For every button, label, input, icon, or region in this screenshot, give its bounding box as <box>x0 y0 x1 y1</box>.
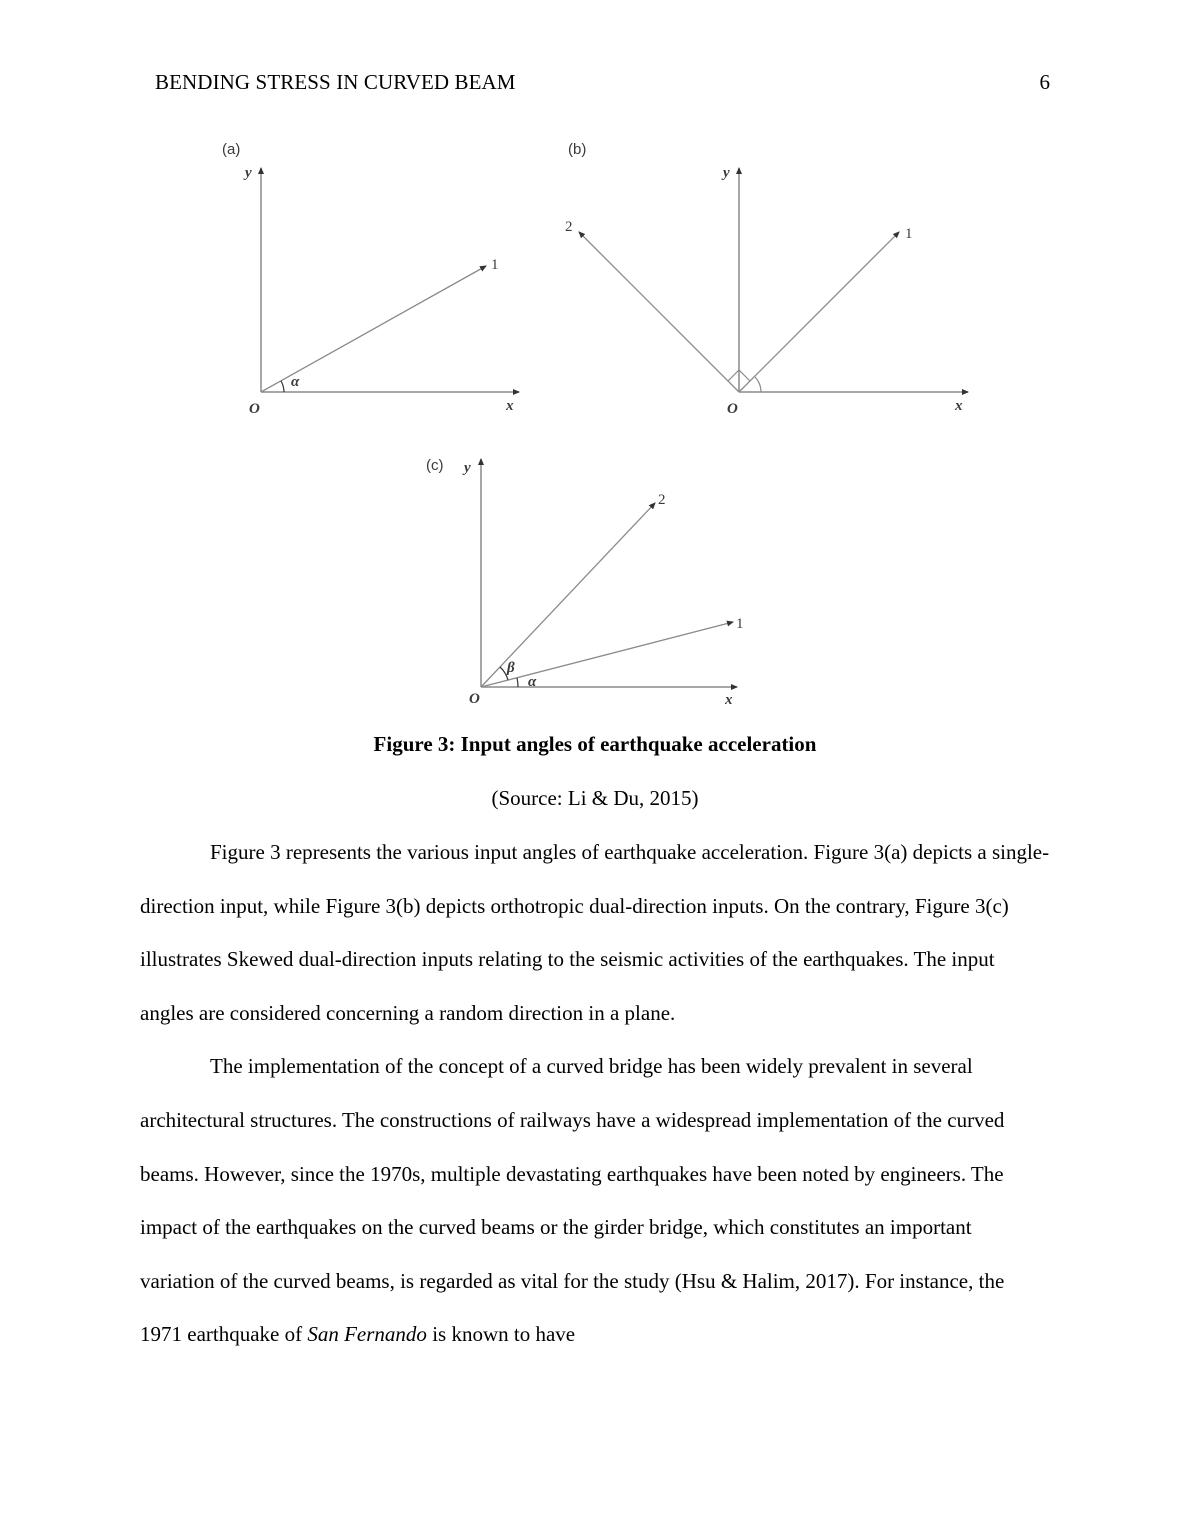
panel-b-origin-label: O <box>727 401 738 417</box>
panel-a-alpha-label: α <box>291 374 300 390</box>
panel-a <box>222 141 519 417</box>
paragraph-1: Figure 3 represents the various input angles of earthquake acceleration. Figure 3(a) depicts a single-direction input, while Figure 3(b) depicts orthotropic dual-direction inputs. On the contrary, Figure 3(c) illustrates Skewed dual-direction inputs relating to the seismic activities of the earthquakes. The input angles are considered concerning a random direction in a plane. <box>140 840 1050 1025</box>
panel-b-y-label: y <box>723 165 730 181</box>
panel-c-origin-label: O <box>469 691 480 707</box>
panel-c-x-label: x <box>725 692 733 708</box>
panel-c-alpha-label: α <box>528 674 537 690</box>
panel-a-angle-arc <box>281 381 284 392</box>
panel-c-vector-1-label: 1 <box>736 616 744 632</box>
panel-b-vector-2-label: 2 <box>565 219 573 235</box>
paragraph-2 <box>140 1040 1050 1362</box>
panel-b-vector-2 <box>579 232 739 392</box>
panel-c-label: (c) <box>426 457 444 474</box>
panel-b-x-label: x <box>955 398 963 414</box>
body-text <box>140 826 1050 1362</box>
page-number: 6 <box>1039 70 1050 94</box>
panel-a-label: (a) <box>222 141 241 158</box>
panel-c-beta-label: β <box>507 660 515 676</box>
panel-b-angle-arc <box>755 377 761 392</box>
figure-caption: Figure 3: Input angles of earthquake acceleration <box>373 732 817 756</box>
panel-a-vector-1-label: 1 <box>491 257 499 273</box>
figure-source: (Source: Li & Du, 2015) <box>491 786 699 810</box>
panel-c-y-label: y <box>464 460 471 476</box>
panel-a-origin-label: O <box>249 401 260 417</box>
panel-c <box>426 457 744 708</box>
panel-b <box>565 141 968 417</box>
running-head: BENDING STRESS IN CURVED BEAM <box>155 70 516 94</box>
panel-c-alpha-arc <box>517 678 518 687</box>
panel-c-vector-2-label: 2 <box>658 492 666 508</box>
panel-b-vector-1-label: 1 <box>905 226 913 242</box>
panel-a-x-label: x <box>506 398 514 414</box>
paragraph-2-italic: San Fernando <box>307 1322 427 1347</box>
panel-a-y-label: y <box>245 165 252 181</box>
figure-3-diagram <box>0 0 1190 720</box>
paragraph-2-text: The implementation of the concept of a curved bridge has been widely prevalent in several architectural structures. The constructions of railways have a widespread implementation of the curved beams. However, since the 1970s, multiple devastating earthquakes have been noted by engineers. The impact of the earthquakes on the curved beams or the girder bridge, which constitutes an important variation of the curved beams, is regarded as vital for the study (Hsu & Halim, 2017). For instance, the 1971 earthquake of <box>140 1054 1005 1347</box>
paragraph-2-tail: is known to have <box>426 1322 576 1347</box>
figure-3 <box>0 0 1190 720</box>
panel-b-vector-1 <box>739 232 899 392</box>
panel-b-label: (b) <box>568 141 587 158</box>
panel-c-vector-1 <box>481 622 733 687</box>
